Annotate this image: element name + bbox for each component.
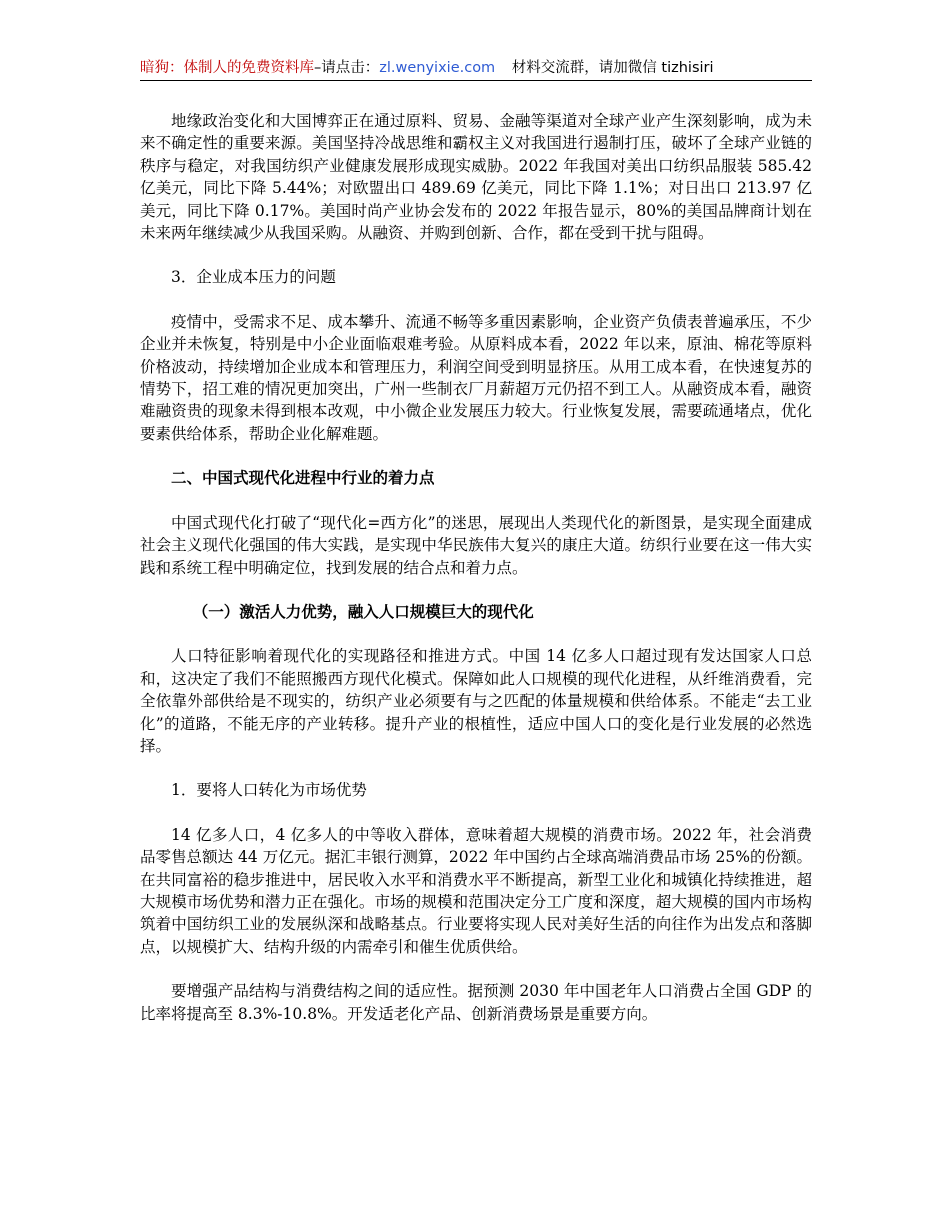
header-wechat-note: 材料交流群，请加微信 tizhisiri	[511, 60, 714, 76]
paragraph-cost-pressure: 疫情中，受需求不足、成本攀升、流通不畅等多重因素影响，企业资产负债表普遍承压，不少企业并未恢复，特别是中小企业面临艰难考验。从原料成本看，2022 年以来，原油、棉花等原料价格波动，持续增加企业成本和管理压力，利润空间受到明显挤压。从用工成本看，在快速复苏的情势下，招工难的情况更加突出，广州一些制衣厂月薪超万元仍招不到工人。从融资成本看，融资难融资贵的现象未得到根本改观，中小微企业发展压力较大。行业恢复发展，需要疏通堵点，优化要素供给体系，帮助企业化解难题。	[140, 312, 812, 443]
subheading-market-advantage: 1．要将人口转化为市场优势	[171, 781, 367, 800]
paragraph-population: 人口特征影响着现代化的实现路径和推进方式。中国 14 亿多人口超过现有发达国家人口总和，这决定了我们不能照搬西方现代化模式。保障如此人口规模的现代化进程，从纤维消费看，完全依靠外部供给是不现实的，纺织产业必须要有与之匹配的体量规模和供给体系。不能走“去工业化”的道路，不能无序的产业转移。提升产业的根植性，适应中国人口的变化是行业发展的必然选择。	[140, 647, 812, 755]
header-divider	[140, 80, 812, 81]
document-body	[140, 110, 812, 1025]
subsection-heading-1: （一）激活人力优势，融入人口规模巨大的现代化	[192, 602, 534, 621]
paragraph-geopolitics: 地缘政治变化和大国博弈正在通过原料、贸易、金融等渠道对全球产业产生深刻影响，成为未来不确定性的重要来源。美国坚持冷战思维和霸权主义对我国进行遏制打压，破坏了全球产业链的秩序与稳定，对我国纺织产业健康发展形成现实威胁。2022 年我国对美出口纺织品服装 585.42 亿美元，同比下降 5.44%；对欧盟出口 489.69 亿美元，同比下降 1.1%；对日出口 213.97 亿美元，同比下降 0.17%。美国时尚产业协会发布的 2022 年报告显示，80%的美国品牌商计划在未来两年继续减少从我国采购。从融资、并购到创新、合作，都在受到干扰与阻碍。	[140, 112, 812, 243]
paragraph-elderly-consumption: 要增强产品结构与消费结构之间的适应性。据预测 2030 年中国老年人口消费占全国 GDP 的比率将提高至 8.3%-10.8%。开发适老化产品、创新消费场景是重要方向。	[140, 982, 812, 1023]
header-site-name: 暗狗：体制人的免费资料库	[140, 60, 314, 76]
section-heading-2: 二、中国式现代化进程中行业的着力点	[171, 469, 435, 488]
subheading-cost-pressure: 3．企业成本压力的问题	[171, 268, 336, 287]
paragraph-market: 14 亿多人口，4 亿多人的中等收入群体，意味着超大规模的消费市场。2022 年，社会消费品零售总额达 44 万亿元。据汇丰银行测算，2022 年中国约占全球高端消费品市场 25%的份额。在共同富裕的稳步推进中，居民收入水平和消费水平不断提高，新型工业化和城镇化持续推进，超大规模市场优势和潜力正在强化。市场的规模和范围决定分工广度和深度，超大规模的国内市场构筑着中国纺织工业的发展纵深和战略基点。行业要将实现人民对美好生活的向往作为出发点和落脚点，以规模扩大、结构升级的内需牵引和催生优质供给。	[140, 825, 812, 956]
header-click-prompt: –请点击：	[314, 60, 380, 76]
paragraph-modernization: 中国式现代化打破了“现代化=西方化”的迷思，展现出人类现代化的新图景，是实现全面建成社会主义现代化强国的伟大实践，是实现中华民族伟大复兴的康庄大道。纺织行业要在这一伟大实践和系统工程中明确定位，找到发展的结合点和着力点。	[140, 513, 812, 577]
page-header	[140, 58, 812, 78]
header-link[interactable]: zl.wenyixie.com	[379, 60, 496, 76]
